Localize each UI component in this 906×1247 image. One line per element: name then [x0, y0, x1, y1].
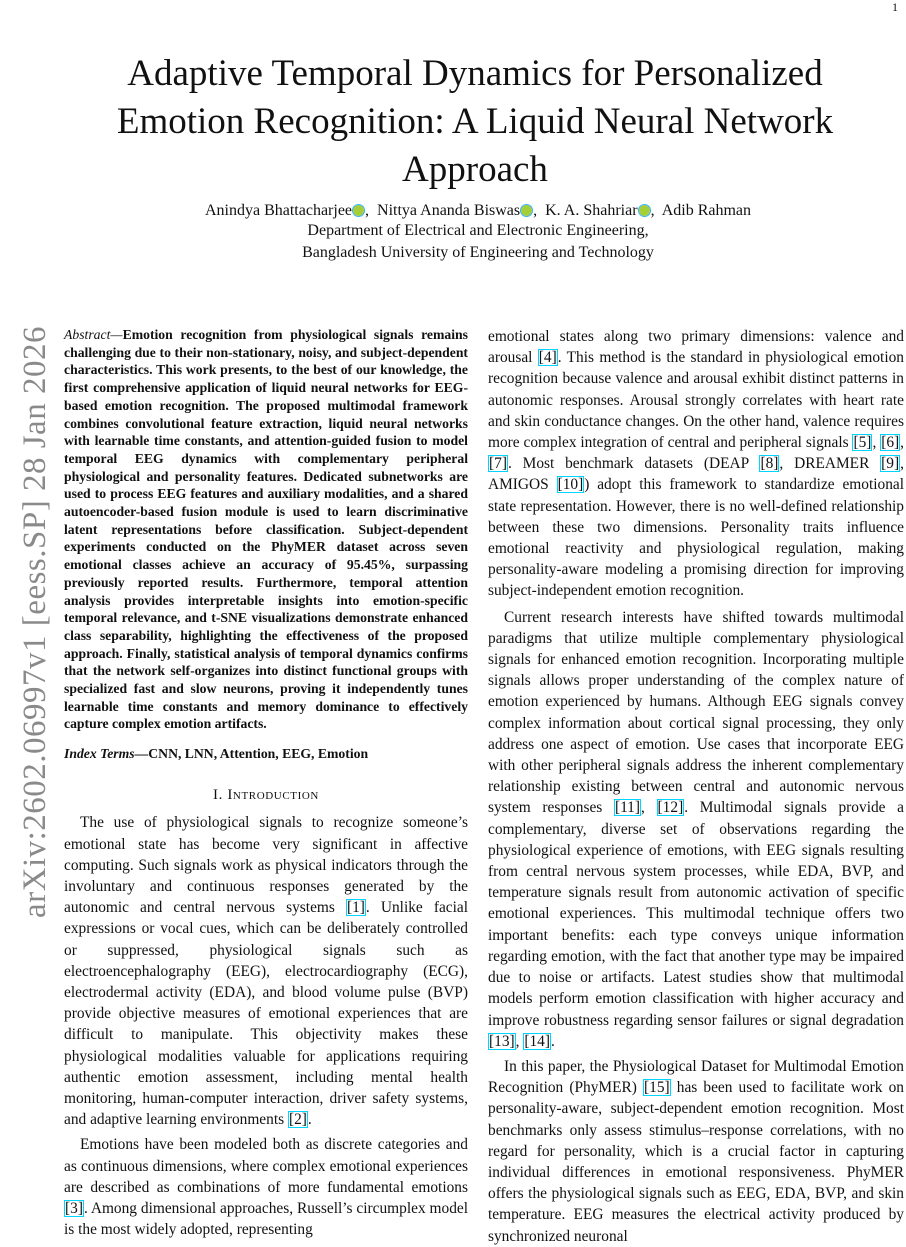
citation-link[interactable]: [10] — [557, 476, 584, 494]
index-terms — [64, 745, 468, 763]
orcid-icon[interactable] — [521, 205, 532, 216]
arxiv-stamp: arXiv:2602.06997v1 [eess.SP] 28 Jan 2026 — [17, 326, 53, 918]
index-terms-text: CNN, LNN, Attention, EEG, Emotion — [148, 746, 369, 762]
author-list — [60, 200, 896, 222]
citation-link[interactable]: [2] — [288, 1111, 307, 1129]
title-line: Approach — [402, 149, 548, 190]
paragraph: The use of physiological signals to recognize someone’s emotional state has become very significant in affective computing. Such signals work as physical indicators through the involuntary and continuous responses generated by the autonomic and central nervous systems [1]. Unlike facial expressions or vocal cues, which can be deliberately controlled or suppressed, physiological signals such as electroencephalography (EEG), electrocardiography (ECG), electrodermal activity (EDA), and blood volume pulse (BVP) provide objective measures of emotional experiences that are difficult to manipulate. This objectivity makes these physiological modalities valuable for applications requiring authentic emotion assessment, including mental health monitoring, human-computer interaction, driver safety systems, and adaptive learning environments [2]. — [64, 814, 469, 1129]
affiliation-university: Bangladesh University of Engineering and Technology — [302, 244, 654, 261]
affiliation-department: Department of Electrical and Electronic Engineering, — [307, 222, 649, 239]
title-line: Emotion Recognition: A Liquid Neural Network — [116, 101, 834, 142]
author: Nittya Ananda Biswas , — [377, 202, 538, 219]
citation-link[interactable]: [14] — [524, 1032, 551, 1050]
citation-link[interactable]: [6] — [881, 434, 900, 452]
citation-link[interactable]: [13] — [489, 1032, 515, 1050]
paragraph: emotional states along two primary dimensions: valence and arousal [4]. This method is the standard in physiological emotion recognition because valence and arousal exhibit distinct patterns in autonomic responses. Arousal strongly correlates with heart rate and skin conductance changes. On the other hand, valence requires more complex integration of central and peripheral signals [5], [6], [7]. Most benchmark datasets (DEAP [8], DREAMER [9], AMIGOS [10]) adopt this framework to standardize emotional state representation. However, there is no well-defined relationship between these two dimensions. Personality traits influence emotional reactivity and physiological regulation, making personality-aware modeling a promising direction for improving subject-independent emotion recognition. — [488, 328, 904, 600]
paper-title — [60, 50, 890, 194]
citation-link[interactable]: [15] — [644, 1079, 670, 1097]
paragraph: In this paper, the Physiological Dataset for Multimodal Emotion Recognition (PhyMER) [15] has been used to facilitate work on personality-aware, subject-dependent emotion recognition. Most benchmarks only assess stimulus–response correlations, with no regard for personality, which is a crucial factor in capturing individual differences in emotional responsiveness. PhyMER offers the physiological signals such as EEG, EDA, BVP, and skin temperature. EEG measures the electrical activity produced by synchronized neuronal — [488, 1057, 904, 1245]
orcid-icon[interactable] — [639, 205, 650, 216]
citation-link[interactable]: [5] — [853, 434, 872, 452]
citation-link[interactable]: [1] — [346, 899, 365, 917]
right-column — [488, 326, 904, 1247]
paragraph: Current research interests have shifted towards multimodal paradigms that utilize multiple complementary physiological signals for enhanced emotion recognition. Incorporating multiple signals allows proper understanding of the complex nature of emotion experienced by humans. Although EEG signals convey complex information about cortical signal processing, they only address one aspect of emotion. Use cases that incorporate EEG with other peripheral signals address the inherent complementary relationship existing between central and autonomic nervous system responses [11], [12]. Multimodal signals provide a complementary, diverse set of observations regarding the physiological experience of emotions, with EEG signals resulting from central nervous system processes, while EDA, BVP, and temperature signals result from autonomic activation of specific emotional experiences. This multimodal technique offers two important benefits: each type conveys unique information regarding emotion, with the fact that another type may be impaired due to noise or artifacts. Latest studies show that multimodal models perform emotion classification with higher accuracy and improve robustness regarding sensor failures or signal degradation [13], [14]. — [488, 608, 905, 1050]
page-number: 1 — [892, 0, 898, 14]
citation-link[interactable]: [9] — [881, 455, 900, 473]
author-name: Adib Rahman — [661, 202, 752, 219]
orcid-icon[interactable] — [353, 205, 364, 216]
title-line: Adaptive Temporal Dynamics for Personalized — [127, 53, 823, 94]
author-name: K. A. Shahriar — [545, 202, 638, 219]
section-heading: I. Introduction — [213, 787, 319, 804]
paragraph: Emotions have been modeled both as discrete categories and as continuous dimensions, where complex emotional experiences are described as combinations of more fundamental emotions [3]. Among dimensional approaches, Russell’s circumplex model is the most widely adopted, representing — [64, 1136, 468, 1239]
left-column — [64, 322, 468, 1240]
citation-link[interactable]: [3] — [65, 1200, 83, 1218]
citation-link[interactable]: [7] — [489, 455, 507, 473]
author-name: Anindya Bhattacharjee — [204, 202, 353, 219]
citation-link[interactable]: [4] — [538, 349, 557, 367]
citation-link[interactable]: [8] — [760, 455, 779, 473]
author: Anindya Bhattacharjee , — [204, 202, 370, 219]
abstract-label: Abstract— — [64, 327, 123, 342]
author-name: Nittya Ananda Biswas — [377, 202, 521, 219]
citation-link[interactable]: [12] — [657, 799, 684, 817]
index-terms-label: Index Terms— — [64, 746, 149, 762]
abstract — [64, 326, 468, 733]
author: K. A. Shahriar , — [545, 202, 655, 219]
abstract-text: Emotion recognition from physiological signals remains challenging due to their non-stationary, noisy, and subject-dependent characteristics. This work presents, to the best of our knowledge, the first comprehensive application of liquid neural networks for EEG-based emotion recognition. The proposed multimodal framework combines convolutional feature extraction, liquid neural networks with learnable time constants, and attention-guided fusion to model temporal EEG dynamics with complementary peripheral physiological and personality features. Dedicated subnetworks are used to process EEG features and auxiliary modalities, and a shared autoencoder-based fusion module is used to learn discriminative latent representations before classification. Subject-dependent experiments conducted on the PhyMER dataset across seven emotional classes achieve an accuracy of 95.45%, surpassing previously reported results. Furthermore, temporal attention analysis provides interpretable insights into emotion-specific temporal relevance, and t-SNE visualizations demonstrate enhanced class separability, highlighting the effectiveness of the proposed approach. Finally, statistical analysis of temporal dynamics confirms that the network self-organizes into distinct functional groups with specialized fast and slow neurons, proving it independently tunes learnable time constants and memory dominance to effectively capture complex emotion artifacts. — [64, 327, 468, 732]
author — [662, 202, 751, 219]
citation-link[interactable]: [11] — [614, 799, 641, 817]
